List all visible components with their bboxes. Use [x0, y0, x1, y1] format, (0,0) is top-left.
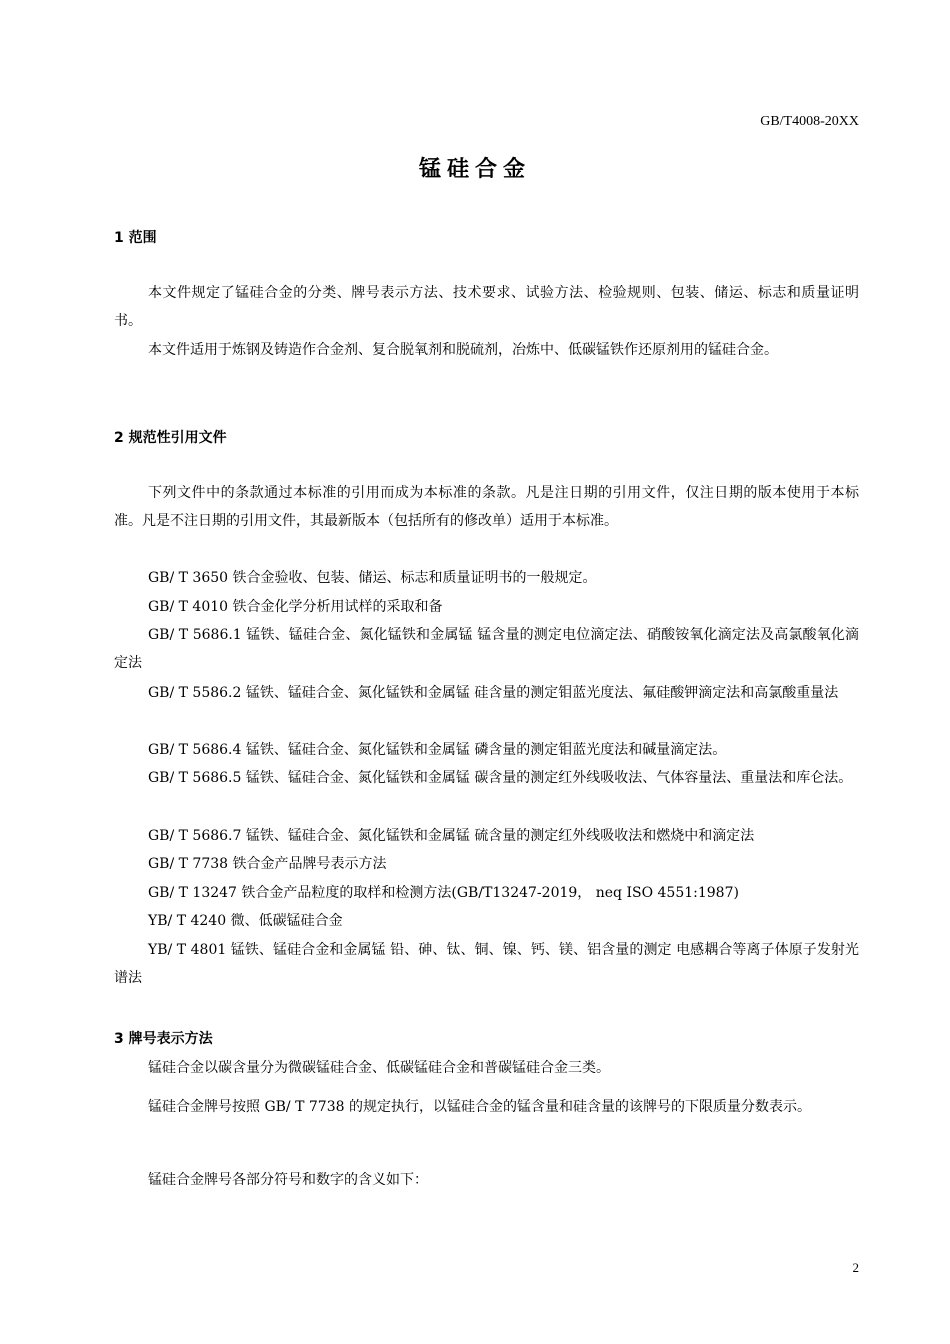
- reference-item: GB/ T 5586.2 锰铁、锰硅合金、氮化锰铁和金属锰 硅含量的测定钼蓝光度法、氟硅酸钾滴定法和高氯酸重量法: [148, 685, 839, 701]
- document-code: GB/T4008-20XX: [760, 114, 859, 129]
- section-heading-grades: 3 牌号表示方法: [114, 1031, 213, 1047]
- reference-item: GB/ T 3650 铁合金验收、包装、储运、标志和质量证明书的一般规定。: [148, 570, 597, 586]
- section-heading-references: 2 规范性引用文件: [114, 430, 227, 446]
- grades-paragraph-3: 锰硅合金牌号各部分符号和数字的含义如下：: [148, 1172, 428, 1188]
- scope-paragraph-1: 本文件规定了锰硅合金的分类、牌号表示方法、技术要求、试验方法、检验规则、包装、储运、标志和质量证明书。: [114, 285, 859, 329]
- document-title: 锰硅合金: [418, 157, 531, 182]
- reference-item: GB/ T 5686.7 锰铁、锰硅合金、氮化锰铁和金属锰 硫含量的测定红外线吸收法和燃烧中和滴定法: [148, 828, 755, 844]
- page-number: 2: [852, 1260, 859, 1275]
- reference-item: GB/ T 5686.4 锰铁、锰硅合金、氮化锰铁和金属锰 磷含量的测定钼蓝光度法和碱量滴定法。: [148, 742, 727, 758]
- section-heading-scope: 1 范围: [114, 230, 157, 246]
- reference-item: GB/ T 4010 铁合金化学分析用试样的采取和备: [148, 599, 443, 615]
- reference-item: YB/ T 4240 微、低碳锰硅合金: [148, 913, 343, 929]
- references-intro: 下列文件中的条款通过本标准的引用而成为本标准的条款。凡是注日期的引用文件，仅注日期的版本使用于本标准。凡是不注日期的引用文件，其最新版本（包括所有的修改单）适用于本标准。: [114, 485, 859, 529]
- reference-item: YB/ T 4801 锰铁、锰硅合金和金属锰 铅、砷、钛、铜、镍、钙、镁、铝含量的测定 电感耦合等离子体原子发射光谱法: [114, 942, 859, 986]
- grades-paragraph-2: 锰硅合金牌号按照 GB/ T 7738 的规定执行，以锰硅合金的锰含量和硅含量的该牌号的下限质量分数表示。: [148, 1099, 811, 1115]
- reference-item: GB/ T 13247 铁合金产品粒度的取样和检测方法(GB/T13247-2019， neq ISO 4551:1987): [148, 885, 739, 901]
- reference-item: GB/ T 5686.1 锰铁、锰硅合金、氮化锰铁和金属锰 锰含量的测定电位滴定法、硝酸铵氧化滴定法及高氯酸氧化滴定法: [114, 627, 859, 671]
- reference-item: GB/ T 7738 铁合金产品牌号表示方法: [148, 856, 387, 872]
- grades-paragraph-1: 锰硅合金以碳含量分为微碳锰硅合金、低碳锰硅合金和普碳锰硅合金三类。: [148, 1060, 610, 1076]
- scope-paragraph-2: 本文件适用于炼钢及铸造作合金剂、复合脱氧剂和脱硫剂，冶炼中、低碳锰铁作还原剂用的锰硅合金。: [148, 342, 778, 358]
- reference-item: GB/ T 5686.5 锰铁、锰硅合金、氮化锰铁和金属锰 碳含量的测定红外线吸收法、气体容量法、重量法和库仑法。: [148, 770, 853, 786]
